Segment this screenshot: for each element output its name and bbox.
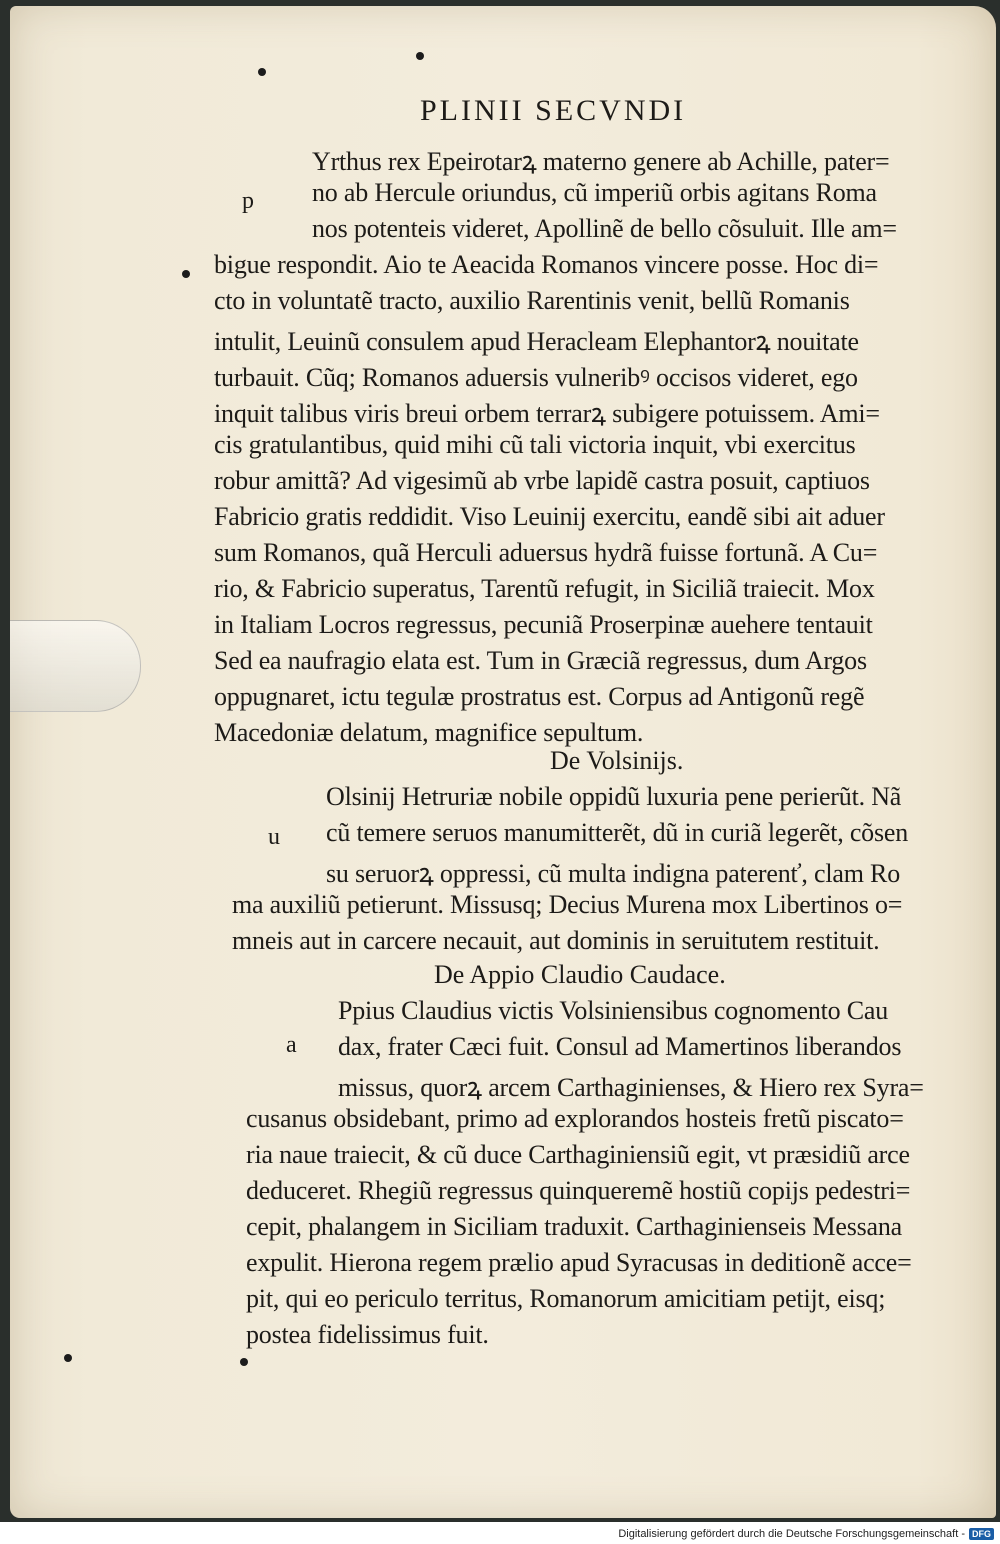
drop-cap-guide-letter: u <box>268 824 280 850</box>
text-line: cto in voluntatẽ tracto, auxilio Rarentinis venit, bellũ Romanis <box>214 286 850 315</box>
text-line: robur amittã? Ad vigesimũ ab vrbe lapidẽ castra posuit, captiuos <box>214 466 870 495</box>
running-header: PLINII SECVNDI <box>420 94 687 127</box>
binding-hole <box>64 1354 72 1362</box>
text-line: deduceret. Rhegiũ regressus quinqueremẽ hostiũ copijs pedestri= <box>246 1176 911 1205</box>
text-line: bigue respondit. Aio te Aeacida Romanos vincere posse. Hoc di= <box>214 250 879 279</box>
binding-hole <box>182 270 190 278</box>
text-line: Macedoniæ delatum, magnifice sepultum. <box>214 718 644 747</box>
text-line: dax, frater Cæci fuit. Consul ad Mamertinos liberandos <box>338 1032 902 1061</box>
text-line: pit, qui eo periculo territus, Romanorum amicitiam petijt, eisq; <box>246 1284 886 1313</box>
text-line: no ab Hercule oriundus, cũ imperiũ orbis agitans Roma <box>312 178 877 207</box>
text-line: cũ temere seruos manumitterẽt, dũ in curiã legerẽt, cõsen <box>326 818 909 847</box>
drop-cap-guide-letter: p <box>242 188 254 214</box>
drop-cap-guide-letter: a <box>286 1032 297 1058</box>
text-line: ma auxiliũ petierunt. Missusq; Decius Murena mox Libertinos o= <box>232 890 903 919</box>
text-line: cusanus obsidebant, primo ad explorandos hosteis fretũ piscato= <box>246 1104 904 1133</box>
text-line: postea fidelissimus fuit. <box>246 1320 489 1349</box>
binding-hole <box>416 52 424 60</box>
text-line: intulit, Leuinũ consulem apud Heracleam Elephantorꝝ nouitate <box>214 327 859 356</box>
text-line: ria naue traiecit, & cũ duce Carthaginiensiũ egit, vt præsidiũ arce <box>246 1140 910 1169</box>
book-page <box>10 6 996 1518</box>
text-line: nos potenteis videret, Apollinẽ de bello cõsuluit. Ille am= <box>312 214 897 243</box>
dfg-logo: DFG <box>969 1528 994 1540</box>
text-line: Sed ea naufragio elata est. Tum in Græciã regressus, dum Argos <box>214 646 867 675</box>
text-line: inquit talibus viris breui orbem terrarꝝ subigere potuissem. Ami= <box>214 399 880 428</box>
text-line: cis gratulantibus, quid mihi cũ tali victoria inquit, vbi exercitus <box>214 430 856 459</box>
plastic-page-clip <box>10 620 141 712</box>
credit-text: Digitalisierung gefördert durch die Deutsche Forschungsgemeinschaft - <box>618 1528 965 1540</box>
binding-hole <box>258 68 266 76</box>
text-line: rio, & Fabricio superatus, Tarentũ refugit, in Siciliã traiecit. Mox <box>214 574 875 603</box>
text-line: sum Romanos, quã Herculi aduersus hydrã fuisse fortunã. A Cu= <box>214 538 878 567</box>
text-line: Fabricio gratis reddidit. Viso Leuinij exercitu, eandẽ sibi ait aduer <box>214 502 885 531</box>
text-line: in Italiam Locros regressus, pecuniã Proserpinæ auehere tentauit <box>214 610 873 639</box>
text-line: Olsinij Hetruriæ nobile oppidũ luxuria pene perierũt. Nã <box>326 782 902 811</box>
text-line: Yrthus rex Epeirotarꝝ materno genere ab Achille, pater= <box>312 147 890 176</box>
text-line: expulit. Hierona regem prælio apud Syracusas in deditionẽ acce= <box>246 1248 912 1277</box>
text-line: cepit, phalangem in Siciliam traduxit. Carthaginienseis Messana <box>246 1212 903 1241</box>
text-line: oppugnaret, ictu tegulæ prostratus est. Corpus ad Antigonũ regẽ <box>214 682 865 711</box>
text-line: su seruorꝝ oppressi, cũ multa indigna paterenť, clam Ro <box>326 859 900 888</box>
text-line: Ppius Claudius victis Volsiniensibus cognomento Cau <box>338 996 889 1025</box>
binding-hole <box>240 1358 248 1366</box>
text-line: mneis aut in carcere necauit, aut dominis in seruitutem restituit. <box>232 926 880 955</box>
digitization-credit <box>618 1528 994 1540</box>
section-heading: De Appio Claudio Caudace. <box>434 960 726 989</box>
text-line: missus, quorꝝ arcem Carthaginienses, & Hiero rex Syra= <box>338 1073 924 1102</box>
text-line: turbauit. Cũq; Romanos aduersis vulneribꝰ occisos videret, ego <box>214 363 858 392</box>
section-heading: De Volsinijs. <box>550 746 684 775</box>
